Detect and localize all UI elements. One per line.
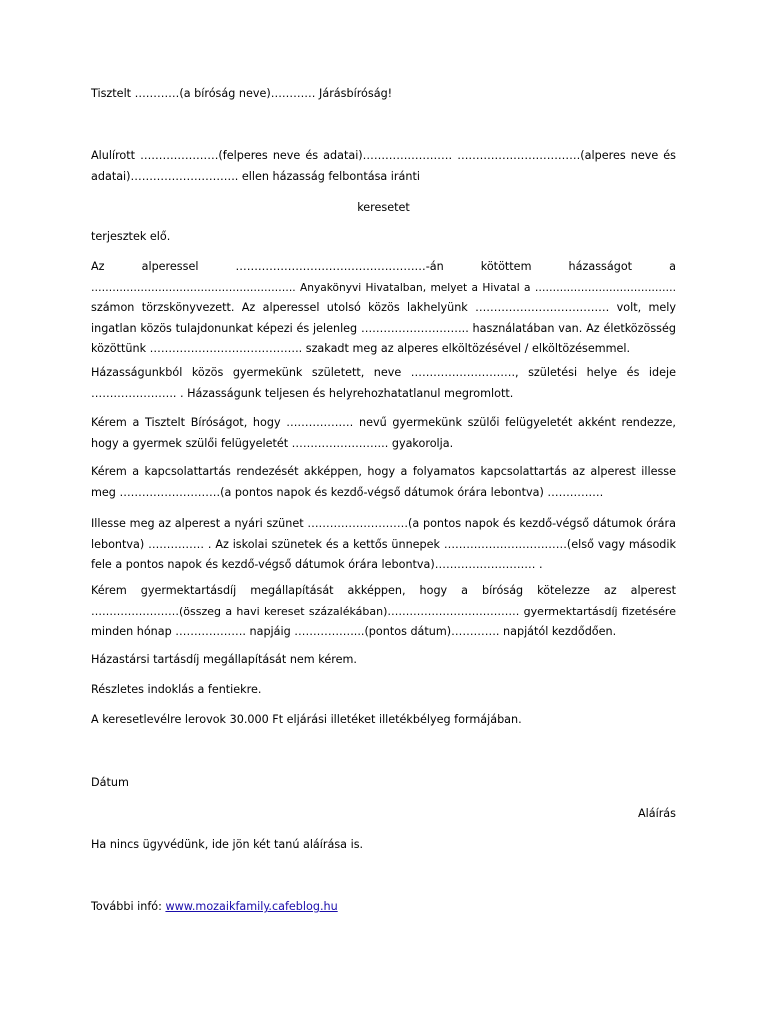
para2-line-1: Házasságunkból közös gyermekünk született, neve ………………………., születési helye és ideje — [91, 366, 676, 379]
para5-line-2: lebontva) …………… . Az iskolai szünetek és a kettős ünnepek ……………………………(első vagy második — [91, 537, 676, 551]
date-field — [91, 773, 676, 794]
salutation-text: Tisztelt …………(a bíróság neve)………… Járásbíróság! — [91, 87, 393, 100]
para4-line-1: Kérem a kapcsolattartás rendezését akképpen, hogy a folyamatos kapcsolattartás az alperest illesse — [91, 465, 676, 478]
date-label: Dátum — [91, 776, 129, 789]
para3-line-2: hogy a gyermek szülői felügyeletét …………………….. gyakorolja. — [91, 436, 454, 450]
paragraph-custody — [91, 413, 676, 454]
para1-line-3: számon törzskönyvezett. Az alperessel utolsó közös lakhelyünk ……………………………… volt, mely — [91, 301, 676, 315]
paragraph-contact — [91, 462, 676, 503]
para7-text: Házastársi tartásdíj megállapítását nem kérem. — [91, 653, 357, 666]
more-info — [91, 897, 676, 918]
signature-label: Aláírás — [637, 807, 676, 820]
salutation — [91, 84, 676, 105]
para9-text: A keresetlevélre lerovok 30.000 Ft eljárási illetéket illetékbélyeg formájában. — [91, 713, 522, 726]
para6-line-3: minden hónap ………………. napjáig ……………....(pontos dátum)…………. napjától kezdődően. — [91, 625, 617, 639]
para2-line-2: ………………….. . Házasságunk teljesen és helyrehozhatatlanul megromlott. — [91, 386, 514, 400]
paragraph-child-support — [91, 581, 676, 643]
more-info-link[interactable]: www.mozaikfamily.cafeblog.hu — [165, 900, 338, 913]
paragraph-child — [91, 363, 676, 404]
paragraph-fee — [91, 710, 676, 731]
para4-line-2: meg ………………………(a pontos napok és kezdő-végső dátumok órára lebontva) …………… — [91, 485, 604, 499]
intro-line-2: adatai)……………………….. ellen házasság felbontása iránti — [91, 169, 420, 183]
para1-line-2: …………………………………………………. Anyakönyvi Hivatalban, melyet a Hivatal a …………………………………. — [91, 281, 676, 294]
para1-line-4: ingatlan közös tulajdonunkat képezi és jelenleg ……………………….. használatában van. Az életközösség — [91, 321, 676, 335]
para3-line-1: Kérem a Tisztelt Bíróságot, hogy ……………… nevű gyermekünk szülői felügyeletét akként rendezze, — [91, 416, 676, 429]
witness-note — [91, 835, 676, 856]
para6-line-2: ……………………(összeg a havi kereset százalékában)……………………………… gyermektartásdíj fizetésére — [91, 604, 676, 618]
para1-line-5: közöttünk ………………………………….. szakadt meg az alperes elköltözésével / elköltözésemmel. — [91, 342, 631, 356]
para5-line-3: fele a pontos napok és kezdő-végső dátumok órára lebontva)……………………… . — [91, 558, 543, 572]
submit-text: terjesztek elő. — [91, 230, 171, 243]
paragraph-holidays — [91, 514, 676, 576]
signature-field — [91, 804, 676, 825]
more-info-label: További infó: — [91, 900, 162, 913]
paragraph-spousal-support — [91, 650, 676, 671]
para1-line-1: Az alperessel ……………………………………………-án kötöttem házasságot a — [91, 260, 676, 273]
heading-text: keresetet — [357, 201, 410, 214]
paragraph-reasoning — [91, 680, 676, 701]
intro-paragraph — [91, 146, 676, 187]
para5-line-1: Illesse meg az alperest a nyári szünet ………………………(a pontos napok és kezdő-végső dátumok órára — [91, 517, 676, 530]
para6-line-1: Kérem gyermektartásdíj megállapítását akképpen, hogy a bíróság kötelezze az alperest — [91, 584, 676, 597]
document-heading — [91, 198, 676, 219]
more-info-line — [91, 897, 676, 918]
intro-line-1: Alulírott …………………(felperes neve és adatai)…………………… ……………………………(alperes neve és — [91, 149, 676, 162]
paragraph-marriage — [91, 257, 676, 360]
witness-note-text: Ha nincs ügyvédünk, ide jön két tanú aláírása is. — [91, 838, 364, 851]
para8-text: Részletes indoklás a fentiekre. — [91, 683, 262, 696]
submit-line — [91, 227, 676, 248]
